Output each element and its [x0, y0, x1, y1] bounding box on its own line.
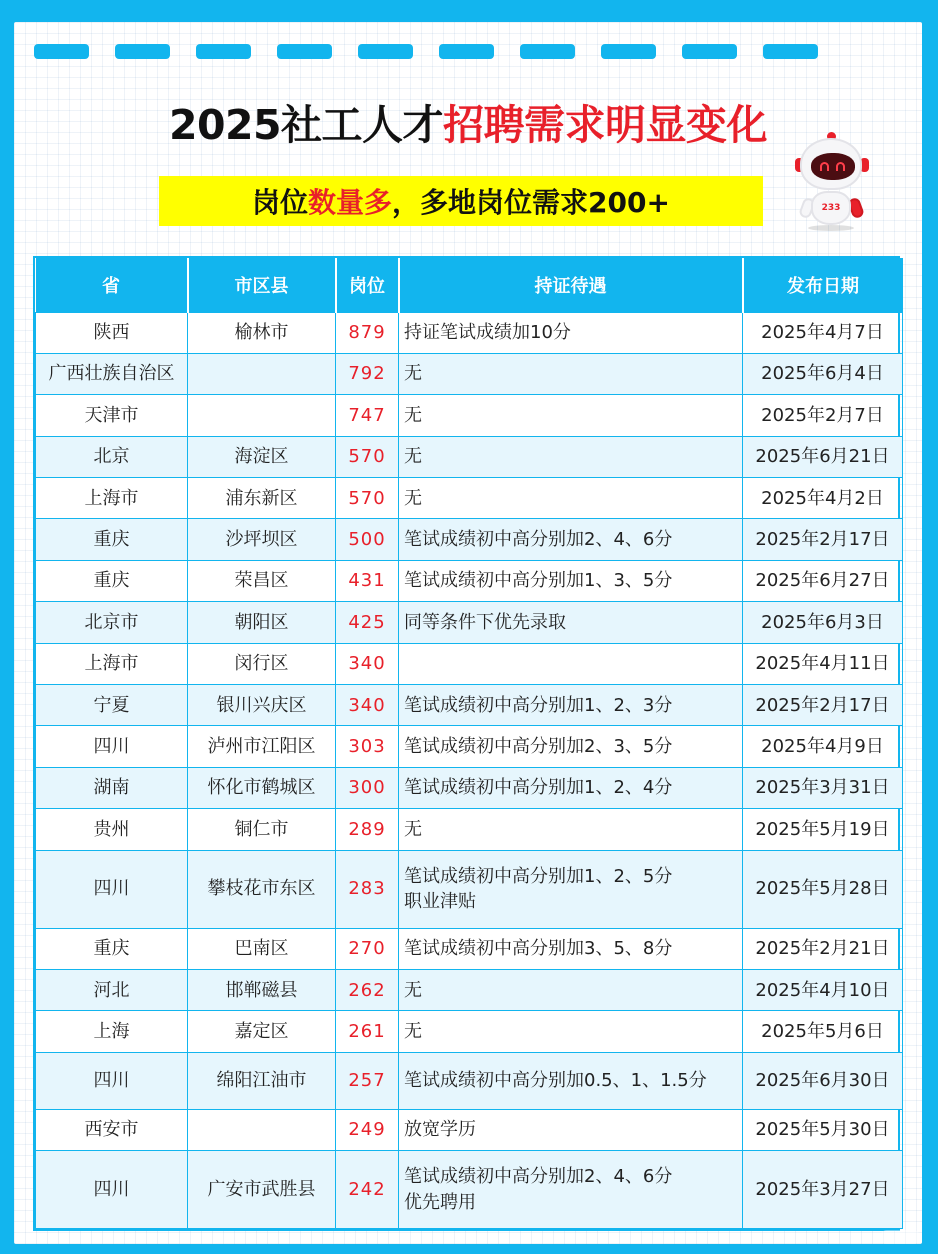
- table-cell-prov: 上海: [36, 1011, 188, 1052]
- table-cell-city: [188, 395, 336, 436]
- dash: [439, 44, 494, 59]
- table-row: [36, 928, 903, 969]
- title-highlight: 招聘需求明显变化: [443, 101, 768, 149]
- table-row: [36, 436, 903, 477]
- table-cell-prov: 河北: [36, 969, 188, 1010]
- table-cell-ben: 笔试成绩初中高分别加1、3、5分: [399, 560, 743, 601]
- table-cell-num: 257: [336, 1052, 399, 1109]
- table-row: [36, 1151, 903, 1229]
- table-header-row: [36, 258, 903, 312]
- table-cell-num: 570: [336, 478, 399, 519]
- table-row: [36, 1052, 903, 1109]
- table-cell-city: 海淀区: [188, 436, 336, 477]
- table-row: [36, 478, 903, 519]
- page-title: [14, 92, 922, 151]
- table-cell-date: 2025年4月7日: [743, 312, 903, 353]
- recruitment-table: [33, 256, 900, 1231]
- table-row: [36, 519, 903, 560]
- subtitle-part-1: 岗位: [252, 186, 309, 219]
- table-cell-num: 792: [336, 353, 399, 394]
- table-cell-date: 2025年5月6日: [743, 1011, 903, 1052]
- table-cell-date: 2025年2月17日: [743, 685, 903, 726]
- table-cell-prov: 北京市: [36, 602, 188, 643]
- table-cell-num: 303: [336, 726, 399, 767]
- table-cell-ben: 笔试成绩初中高分别加0.5、1、1.5分: [399, 1052, 743, 1109]
- subtitle-part-3: ，多地岗位需求200+: [392, 186, 670, 219]
- table-cell-prov: 天津市: [36, 395, 188, 436]
- table-cell-num: 249: [336, 1109, 399, 1150]
- table-cell-num: 570: [336, 436, 399, 477]
- table-row: [36, 809, 903, 850]
- table-cell-prov: 四川: [36, 850, 188, 928]
- table-cell-num: 262: [336, 969, 399, 1010]
- table-cell-prov: 西安市: [36, 1109, 188, 1150]
- table-cell-city: 邯郸磁县: [188, 969, 336, 1010]
- table-row: [36, 726, 903, 767]
- table-cell-ben: 笔试成绩初中高分别加2、4、6分: [399, 519, 743, 560]
- table-cell-ben: 无: [399, 353, 743, 394]
- table-cell-prov: 上海市: [36, 478, 188, 519]
- table-cell-num: 879: [336, 312, 399, 353]
- table-cell-num: 425: [336, 602, 399, 643]
- table-cell-date: 2025年5月19日: [743, 809, 903, 850]
- table-cell-city: 铜仁市: [188, 809, 336, 850]
- table-cell-ben: 无: [399, 809, 743, 850]
- dash: [358, 44, 413, 59]
- table-cell-date: 2025年5月30日: [743, 1109, 903, 1150]
- table-cell-ben: 笔试成绩初中高分别加2、3、5分: [399, 726, 743, 767]
- table-cell-ben: 笔试成绩初中高分别加3、5、8分: [399, 928, 743, 969]
- table-cell-ben: 无: [399, 1011, 743, 1052]
- table-row: [36, 560, 903, 601]
- table-cell-ben: 同等条件下优先录取: [399, 602, 743, 643]
- table-cell-city: 绵阳江油市: [188, 1052, 336, 1109]
- table-row: [36, 395, 903, 436]
- table-row: [36, 1011, 903, 1052]
- table-row: [36, 969, 903, 1010]
- table-row: [36, 643, 903, 684]
- table-cell-city: 怀化市鹤城区: [188, 767, 336, 808]
- table-cell-num: 289: [336, 809, 399, 850]
- table-cell-prov: 贵州: [36, 809, 188, 850]
- table-cell-ben: 笔试成绩初中高分别加1、2、5分 职业津贴: [399, 850, 743, 928]
- dash: [682, 44, 737, 59]
- table-cell-prov: 湖南: [36, 767, 188, 808]
- table-cell-prov: 宁夏: [36, 685, 188, 726]
- header-city: 市区县: [188, 258, 336, 312]
- table-cell-ben: 放宽学历: [399, 1109, 743, 1150]
- dash: [520, 44, 575, 59]
- table-cell-ben: [399, 643, 743, 684]
- table-row: [36, 850, 903, 928]
- table-cell-num: 283: [336, 850, 399, 928]
- table-cell-date: 2025年4月9日: [743, 726, 903, 767]
- table-cell-city: 荣昌区: [188, 560, 336, 601]
- table-cell-num: 340: [336, 685, 399, 726]
- table-cell-city: 朝阳区: [188, 602, 336, 643]
- table-row: [36, 353, 903, 394]
- table-row: [36, 312, 903, 353]
- table-cell-ben: 笔试成绩初中高分别加1、2、3分: [399, 685, 743, 726]
- header-province: 省: [36, 258, 188, 312]
- table-cell-prov: 陕西: [36, 312, 188, 353]
- table-cell-date: 2025年2月7日: [743, 395, 903, 436]
- table-cell-date: 2025年3月31日: [743, 767, 903, 808]
- table-cell-city: 攀枝花市东区: [188, 850, 336, 928]
- table-cell-date: 2025年6月3日: [743, 602, 903, 643]
- table-cell-ben: 笔试成绩初中高分别加2、4、6分 优先聘用: [399, 1151, 743, 1229]
- header-benefits: 持证待遇: [399, 258, 743, 312]
- table-cell-date: 2025年6月4日: [743, 353, 903, 394]
- table-cell-prov: 重庆: [36, 560, 188, 601]
- table-cell-city: [188, 353, 336, 394]
- table-cell-city: 沙坪坝区: [188, 519, 336, 560]
- table-cell-num: 300: [336, 767, 399, 808]
- table-cell-city: 广安市武胜县: [188, 1151, 336, 1229]
- watermark: [880, 1230, 920, 1244]
- table-cell-ben: 持证笔试成绩加10分: [399, 312, 743, 353]
- table-cell-prov: 北京: [36, 436, 188, 477]
- table-cell-num: 747: [336, 395, 399, 436]
- subtitle-banner: [159, 176, 763, 226]
- table-cell-prov: 四川: [36, 726, 188, 767]
- table-cell-date: 2025年6月21日: [743, 436, 903, 477]
- table-cell-date: 2025年5月28日: [743, 850, 903, 928]
- dash: [196, 44, 251, 59]
- table-cell-ben: 无: [399, 478, 743, 519]
- table-cell-city: 闵行区: [188, 643, 336, 684]
- table-cell-date: 2025年3月27日: [743, 1151, 903, 1229]
- table-cell-prov: 重庆: [36, 519, 188, 560]
- table-cell-num: 270: [336, 928, 399, 969]
- table-cell-city: [188, 1109, 336, 1150]
- table-body: [36, 312, 903, 1229]
- table-cell-num: 340: [336, 643, 399, 684]
- table-cell-ben: 无: [399, 395, 743, 436]
- table-cell-city: 泸州市江阳区: [188, 726, 336, 767]
- dash: [115, 44, 170, 59]
- table-cell-ben: 无: [399, 436, 743, 477]
- decorative-dashes: [34, 44, 818, 59]
- table-cell-num: 500: [336, 519, 399, 560]
- mascot-badge: 233: [811, 191, 851, 225]
- table-cell-city: 浦东新区: [188, 478, 336, 519]
- table-cell-prov: 上海市: [36, 643, 188, 684]
- header-date: 发布日期: [743, 258, 903, 312]
- table-cell-ben: 笔试成绩初中高分别加1、2、4分: [399, 767, 743, 808]
- table-cell-date: 2025年6月27日: [743, 560, 903, 601]
- table-cell-num: 242: [336, 1151, 399, 1229]
- table-cell-date: 2025年2月21日: [743, 928, 903, 969]
- table-row: [36, 767, 903, 808]
- table-cell-date: 2025年6月30日: [743, 1052, 903, 1109]
- table-row: [36, 1109, 903, 1150]
- table-row: [36, 602, 903, 643]
- table-cell-city: 嘉定区: [188, 1011, 336, 1052]
- title-part-1: 2025社工人才: [168, 101, 444, 149]
- table-cell-date: 2025年4月11日: [743, 643, 903, 684]
- table-row: [36, 685, 903, 726]
- robot-mascot-icon: [792, 132, 872, 232]
- dash: [763, 44, 818, 59]
- table-cell-prov: 四川: [36, 1151, 188, 1229]
- table-cell-date: 2025年4月10日: [743, 969, 903, 1010]
- table-cell-prov: 重庆: [36, 928, 188, 969]
- table-cell-ben: 无: [399, 969, 743, 1010]
- table-cell-city: 榆林市: [188, 312, 336, 353]
- table-cell-num: 431: [336, 560, 399, 601]
- dash: [601, 44, 656, 59]
- dash: [34, 44, 89, 59]
- dash: [277, 44, 332, 59]
- table-cell-city: 银川兴庆区: [188, 685, 336, 726]
- subtitle-highlight: 数量多: [308, 186, 393, 219]
- table-cell-prov: 四川: [36, 1052, 188, 1109]
- header-positions: 岗位: [336, 258, 399, 312]
- table-cell-prov: 广西壮族自治区: [36, 353, 188, 394]
- table-cell-date: 2025年2月17日: [743, 519, 903, 560]
- poster-card: [14, 22, 922, 1244]
- table-cell-date: 2025年4月2日: [743, 478, 903, 519]
- table-cell-city: 巴南区: [188, 928, 336, 969]
- table-cell-num: 261: [336, 1011, 399, 1052]
